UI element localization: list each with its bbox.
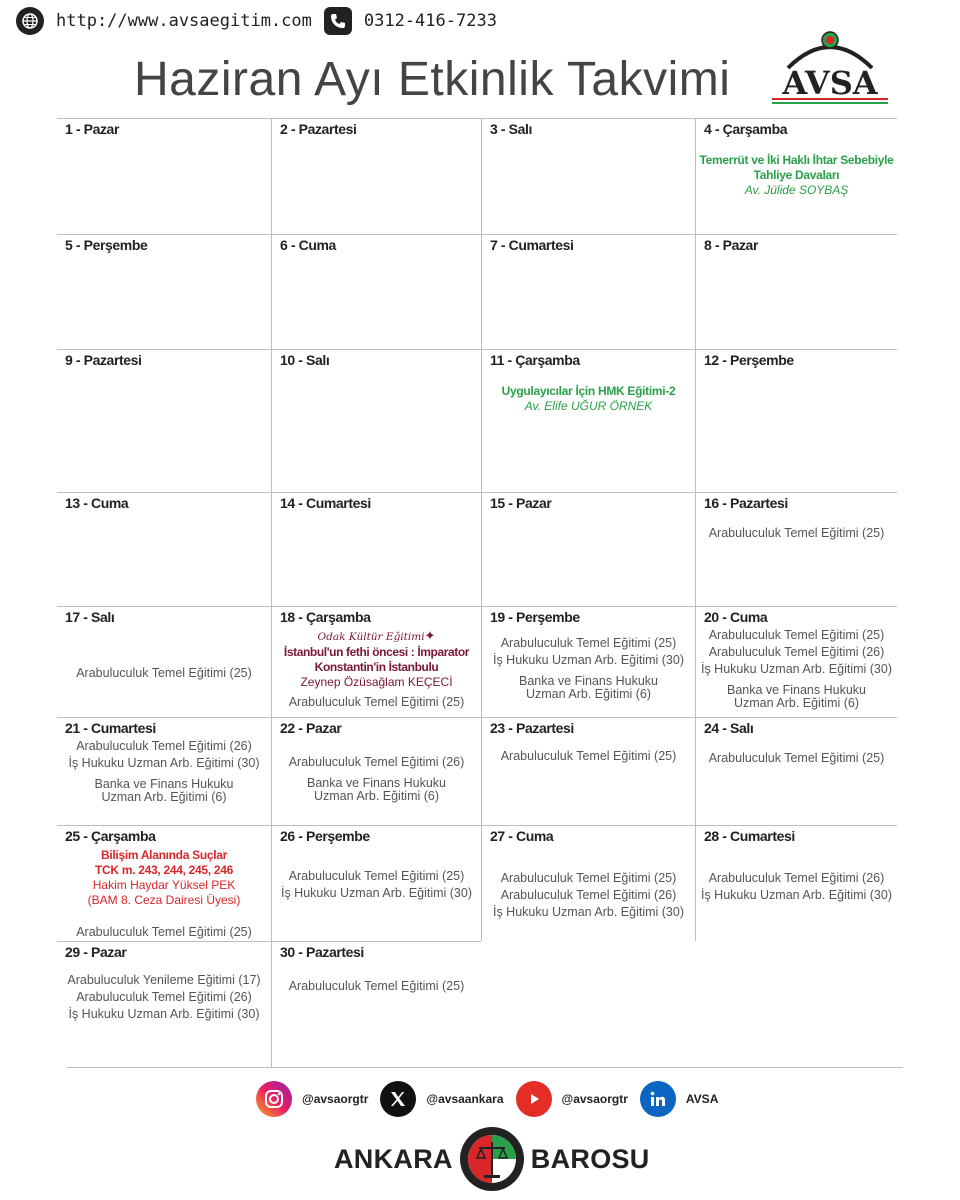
event-item: [696, 684, 897, 710]
day-cell: [481, 606, 695, 717]
day-cell: [57, 234, 271, 349]
day-title: 29 - Pazar: [65, 944, 127, 960]
event-speaker: (BAM 8. Ceza Dairesi Üyesi): [87, 893, 241, 907]
event-item: İş Hukuku Uzman Arb. Eğitimi (30): [492, 653, 685, 667]
day-title: 14 - Cumartesi: [280, 495, 371, 511]
event-item: Arabuluculuk Temel Eğitimi (26): [708, 645, 885, 659]
day-title: 18 - Çarşamba: [280, 609, 371, 625]
day-title: 5 - Perşembe: [65, 237, 148, 253]
special-event-title: Temerrüt ve İki Haklı İhtar Sebebiyle: [699, 153, 894, 167]
day-cell: [695, 606, 897, 717]
day-events: [57, 972, 271, 1023]
website-link[interactable]: http://www.avsaegitim.com: [56, 11, 312, 31]
day-title: 21 - Cumartesi: [65, 720, 156, 736]
day-cell: [271, 717, 481, 825]
instagram-icon[interactable]: [256, 1081, 292, 1117]
day-title: 25 - Çarşamba: [65, 828, 156, 844]
day-events: [482, 384, 695, 414]
day-events: [482, 635, 695, 701]
day-cell: [271, 492, 481, 606]
day-title: 3 - Salı: [490, 121, 532, 137]
event-speaker: Av. Elife UĞUR ÖRNEK: [524, 399, 653, 413]
special-event-title: Tahliye Davaları: [753, 168, 840, 182]
event-item: Arabuluculuk Temel Eğitimi (25): [500, 749, 677, 763]
day-cell: [57, 492, 271, 606]
day-cell: [271, 234, 481, 349]
event-item: Arabuluculuk Yenileme Eğitimi (17): [67, 973, 261, 987]
event-item-line: Uzman Arb. Eğitimi (6): [525, 687, 652, 701]
day-cell: [57, 717, 271, 825]
special-event-title: Konstantin'in İstanbulu: [314, 660, 439, 674]
day-cell: [481, 717, 695, 825]
event-item-line: Uzman Arb. Eğitimi (6): [101, 790, 227, 804]
event-item: Arabuluculuk Temel Eğitimi (25): [500, 871, 677, 885]
event-tag: [272, 627, 481, 645]
day-title: 28 - Cumartesi: [704, 828, 795, 844]
day-cell: [57, 606, 271, 717]
day-title: 19 - Perşembe: [490, 609, 580, 625]
day-title: 11 - Çarşamba: [490, 352, 580, 368]
day-cell: [271, 606, 481, 717]
day-cell: [695, 717, 897, 825]
ankara-barosu-emblem: [457, 1124, 527, 1194]
day-cell: [695, 349, 897, 492]
event-item: İş Hukuku Uzman Arb. Eğitimi (30): [68, 1007, 260, 1021]
event-item: [272, 777, 481, 803]
event-item-line: Banka ve Finans Hukuku: [519, 674, 658, 688]
contact-bar: [16, 5, 497, 37]
phone-icon: [324, 7, 352, 35]
event-item: Arabuluculuk Temel Eğitimi (25): [288, 869, 465, 883]
day-events: [57, 848, 271, 941]
day-cell: [57, 941, 271, 1068]
day-events: [696, 870, 897, 904]
day-cell: [695, 234, 897, 349]
day-events: [272, 754, 481, 803]
calendar-grid: [57, 118, 897, 1068]
event-item: Arabuluculuk Temel Eğitimi (26): [288, 755, 465, 769]
day-title: 7 - Cumartesi: [490, 237, 574, 253]
page-title: Haziran Ayı Etkinlik Takvimi: [134, 53, 731, 106]
x-handle[interactable]: @avsaankara: [426, 1092, 504, 1106]
special-event-title: TCK m. 243, 244, 245, 246: [95, 863, 233, 877]
youtube-icon[interactable]: [516, 1081, 552, 1117]
event-item-line: Banka ve Finans Hukuku: [727, 683, 866, 697]
day-events: [696, 750, 897, 767]
day-title: 2 - Pazartesi: [280, 121, 357, 137]
day-title: 17 - Salı: [65, 609, 115, 625]
avsa-logo-text: AVSA: [782, 64, 878, 102]
phone-number[interactable]: 0312-416-7233: [363, 11, 497, 31]
event-item: Arabuluculuk Temel Eğitimi (25): [708, 526, 885, 540]
youtube-handle[interactable]: @avsaorgtr: [561, 1092, 628, 1106]
event-item-line: Uzman Arb. Eğitimi (6): [733, 696, 860, 710]
event-item: Arabuluculuk Temel Eğitimi (26): [76, 990, 252, 1004]
linkedin-icon[interactable]: [640, 1081, 676, 1117]
day-cell: [271, 118, 481, 234]
day-events: [272, 627, 481, 711]
day-title: 1 - Pazar: [65, 121, 119, 137]
special-event-title: İstanbul'un fethi öncesi : İmparator: [283, 645, 470, 659]
day-cell: [57, 825, 271, 941]
event-item: Arabuluculuk Temel Eğitimi (25): [288, 695, 465, 709]
special-event-title: Uygulayıcılar İçin HMK Eğitimi-2: [501, 384, 676, 398]
day-title: 20 - Cuma: [704, 609, 768, 625]
event-item: İş Hukuku Uzman Arb. Eğitimi (30): [700, 662, 893, 676]
event-item: Arabuluculuk Temel Eğitimi (26): [500, 888, 677, 902]
day-title: 30 - Pazartesi: [280, 944, 364, 960]
day-cell: [481, 234, 695, 349]
event-item: İş Hukuku Uzman Arb. Eğitimi (30): [700, 888, 893, 902]
sparkle-icon: ✦: [424, 628, 436, 643]
day-title: 10 - Salı: [280, 352, 330, 368]
day-cell: [271, 349, 481, 492]
day-events: [57, 738, 271, 804]
event-item: İş Hukuku Uzman Arb. Eğitimi (30): [68, 756, 260, 770]
day-events: [482, 748, 695, 765]
day-events: [482, 870, 695, 921]
social-bar: [256, 1081, 730, 1117]
day-title: 12 - Perşembe: [704, 352, 794, 368]
event-item: [482, 675, 695, 701]
event-item: Arabuluculuk Temel Eğitimi (25): [76, 925, 252, 939]
day-title: 24 - Salı: [704, 720, 754, 736]
event-item-line: Banka ve Finans Hukuku: [307, 776, 446, 790]
day-title: 22 - Pazar: [280, 720, 342, 736]
event-item: Arabuluculuk Temel Eğitimi (26): [76, 739, 252, 753]
event-item: Arabuluculuk Temel Eğitimi (25): [708, 751, 885, 765]
day-cell: [57, 349, 271, 492]
event-speaker: Zeynep Özüsağlam KEÇECİ: [300, 675, 453, 689]
day-title: 6 - Cuma: [280, 237, 336, 253]
day-cell: [57, 118, 271, 234]
special-event-title: Bilişim Alanında Suçlar: [100, 848, 228, 862]
day-events: [272, 978, 481, 995]
day-cell: [481, 118, 695, 234]
event-item: İş Hukuku Uzman Arb. Eğitimi (30): [280, 886, 473, 900]
event-item-line: Banka ve Finans Hukuku: [94, 777, 234, 791]
event-item: Arabuluculuk Temel Eğitimi (25): [288, 979, 465, 993]
day-cell: [695, 118, 897, 234]
day-title: 26 - Perşembe: [280, 828, 370, 844]
day-events: [696, 525, 897, 542]
instagram-handle[interactable]: @avsaorgtr: [302, 1092, 369, 1106]
ankara-barosu-brand: [334, 1124, 650, 1194]
globe-icon: [16, 7, 44, 35]
day-title: 16 - Pazartesi: [704, 495, 788, 511]
day-events: [696, 627, 897, 710]
day-title: 27 - Cuma: [490, 828, 554, 844]
x-icon[interactable]: [380, 1081, 416, 1117]
day-cell: [695, 825, 897, 941]
day-cell: [271, 825, 481, 941]
day-title: 9 - Pazartesi: [65, 352, 142, 368]
event-item: Arabuluculuk Temel Eğitimi (25): [708, 628, 885, 642]
day-events: [57, 665, 271, 682]
event-speaker: Av. Jülide SOYBAŞ: [744, 183, 849, 197]
event-item: Arabuluculuk Temel Eğitimi (26): [708, 871, 885, 885]
day-cell: [481, 825, 695, 941]
day-title: 23 - Pazartesi: [490, 720, 574, 736]
day-cell: [695, 492, 897, 606]
event-item: Arabuluculuk Temel Eğitimi (25): [500, 636, 677, 650]
day-title: 15 - Pazar: [490, 495, 552, 511]
day-cell: [481, 349, 695, 492]
brand-left: ANKARA: [334, 1143, 453, 1174]
event-item: İş Hukuku Uzman Arb. Eğitimi (30): [492, 905, 685, 919]
day-cell: [481, 492, 695, 606]
event-item: Arabuluculuk Temel Eğitimi (25): [76, 666, 252, 680]
linkedin-handle[interactable]: AVSA: [685, 1092, 719, 1106]
event-speaker: Hakim Haydar Yüksel PEK: [92, 878, 236, 892]
day-title: 13 - Cuma: [65, 495, 129, 511]
day-cell: [271, 941, 481, 1068]
day-title: 4 - Çarşamba: [704, 121, 788, 137]
day-title: 8 - Pazar: [704, 237, 758, 253]
day-events: [696, 153, 897, 198]
event-item: [57, 778, 271, 804]
event-item-line: Uzman Arb. Eğitimi (6): [313, 789, 440, 803]
event-tag-text: Odak Kültür Eğitimi: [317, 631, 425, 643]
day-events: [272, 868, 481, 902]
divider: [67, 1067, 903, 1068]
brand-right: BAROSU: [530, 1143, 650, 1174]
avsa-logo: [770, 28, 890, 106]
